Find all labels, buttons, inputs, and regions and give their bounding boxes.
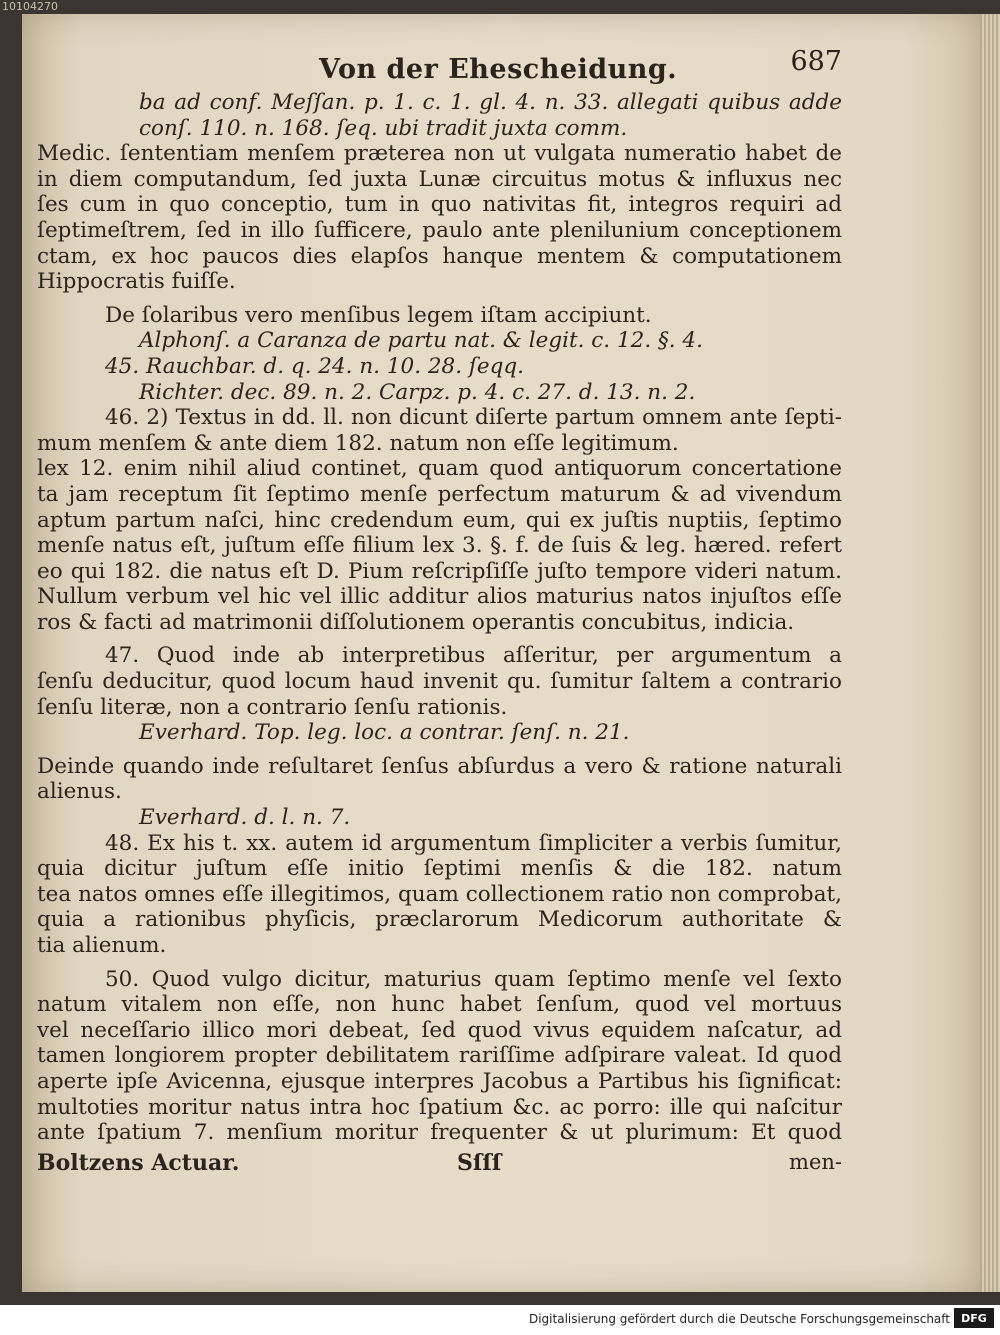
text-line: tia alienum. <box>37 933 167 958</box>
page-header <box>37 44 842 90</box>
text-line: 48. Ex his t. xx. autem id argumentum ſimpliciter a verbis ſumitur, <box>105 830 842 856</box>
dfg-logo: DFG <box>954 1308 994 1328</box>
text-line: ba ad conf. Meſſan. p. 1. c. 1. gl. 4. n. 33. allegati quibus adde <box>139 90 842 115</box>
text-line: in diem computandum, ſed juxta Lunæ circuitus motus & influxus nec <box>37 166 842 192</box>
text-line: ros & facti ad matrimonii diſſolutionem operantis concubitus, indicia. <box>37 609 795 635</box>
text-line: ante ſpatium 7. menſium moritur frequenter & ut plurimum: Et quod <box>37 1120 842 1146</box>
text-line: vel neceſſario illico mori debeat, ſed quod vivus equidem naſcatur, ad <box>37 1017 842 1043</box>
text-line: natum vitalem non eſſe, non hunc habet ſenſum, quod vel mortuus <box>37 992 842 1018</box>
running-title: Von der Ehescheidung. <box>319 54 678 85</box>
text-line: 46. 2) Textus in dd. ll. non dicunt diſerte partum omnem ante ſepti- <box>105 405 842 431</box>
text-line: Everhard. Top. leg. loc. a contrar. ſenſ. n. 21. <box>139 720 630 746</box>
footer-signature: Boltzens Actuar. <box>37 1149 240 1176</box>
text-line: tea natos omnes eſſe illegitimos, quam collectionem ratio non comprobat, <box>37 881 842 907</box>
text-line: multoties moritur natus intra hoc ſpatium &c. ac porro: ille qui naſcitur <box>37 1094 842 1120</box>
text-line: Everhard. d. l. n. 7. <box>139 805 351 831</box>
text-line: ſes cum in quo conceptio, tum in quo nativitas fit, integros requiri ad <box>37 192 842 218</box>
text-line: Nullum verbum vel hic vel illic additur alios maturius natos injuſtos eſſe <box>37 584 842 610</box>
catchword: men- <box>789 1149 842 1174</box>
sheet-signature: Sſſſ <box>457 1149 502 1176</box>
text-line: De ſolaribus vero menſibus legem iſtam accipiunt. <box>105 302 652 328</box>
page-content <box>37 44 842 1180</box>
text-line: Deinde quando inde reſultaret ſenſus abſurdus a vero & ratione naturali <box>37 753 842 779</box>
text-line: tamen longiorem propter debilitatem rariſſime adſpirare valeat. Id quod <box>37 1043 842 1069</box>
scan-id-tag: 10104270 <box>2 0 58 13</box>
text-line: Alphonſ. a Caranza de partu nat. & legit. c. 12. §. 4. <box>139 328 703 354</box>
text-line: 47. Quod inde ab interpretibus aſſeritur, per argumentum a <box>105 643 842 669</box>
text-line: ta jam receptum ſit ſeptimo menſe perfectum maturum & ad vivendum <box>37 481 842 507</box>
page-footer <box>37 1150 842 1180</box>
text-line: quia dicitur juſtum eſſe initio ſeptimi menſis & die 182. natum <box>37 856 842 882</box>
text-line: mum menſem & ante diem 182. natum non eſſe legitimum. <box>37 430 679 456</box>
text-line: ſenſu deducitur, quod locum haud invenit qu. ſumitur ſaltem a contrario <box>37 669 842 695</box>
text-line: 50. Quod vulgo dicitur, maturius quam ſeptimo menſe vel ſexto <box>105 966 842 992</box>
page-edge-stack <box>980 14 1000 1292</box>
body-text <box>37 90 842 1146</box>
text-line: aptum partum naſci, hinc credendum eum, qui ex juſtis nuptiis, ſeptimo <box>37 507 842 533</box>
text-line: menſe natus eſt, juſtum eſſe filium lex 3. §. f. de ſuis & leg. hæred. refert <box>37 533 842 559</box>
text-line: aperte ipſe Avicenna, ejusque interpres Jacobus a Partibus his ſignificat: <box>37 1068 842 1094</box>
text-line: alienus. <box>37 779 122 805</box>
text-line: Hippocratis fuiſſe. <box>37 269 236 295</box>
text-line: ſenſu literæ, non a contrario ſenſu rationis. <box>37 694 508 720</box>
text-line: ctam, ex hoc paucos dies elapſos hanque mentem & computationem <box>37 243 842 269</box>
text-line: Medic. ſententiam menſem præterea non ut vulgata numeratio habet de <box>37 141 842 167</box>
digitization-credit: Digitalisierung gefördert durch die Deutsche Forschungsgemeinschaft <box>528 1312 950 1326</box>
text-line: Richter. dec. 89. n. 2. Carpz. p. 4. c. 27. d. 13. n. 2. <box>139 379 696 405</box>
text-line: quia a rationibus phyſicis, præclarorum Medicorum authoritate & <box>37 907 842 933</box>
text-line: conſ. 110. n. 168. ſeq. ubi tradit juxta comm. <box>139 115 628 141</box>
text-line: lex 12. enim nihil aliud continet, quam quod antiquorum concertatione <box>37 456 842 482</box>
text-line: 45. Rauchbar. d. q. 24. n. 10. 28. ſeqq. <box>105 353 524 379</box>
page-number: 687 <box>790 46 842 77</box>
text-line: ſeptimeſtrem, ſed in illo ſufficere, paulo ante plenilunium conceptionem <box>37 217 842 243</box>
text-line: eo qui 182. die natus eſt D. Pium reſcripſiſſe juſto tempore videri natum. <box>37 558 842 584</box>
